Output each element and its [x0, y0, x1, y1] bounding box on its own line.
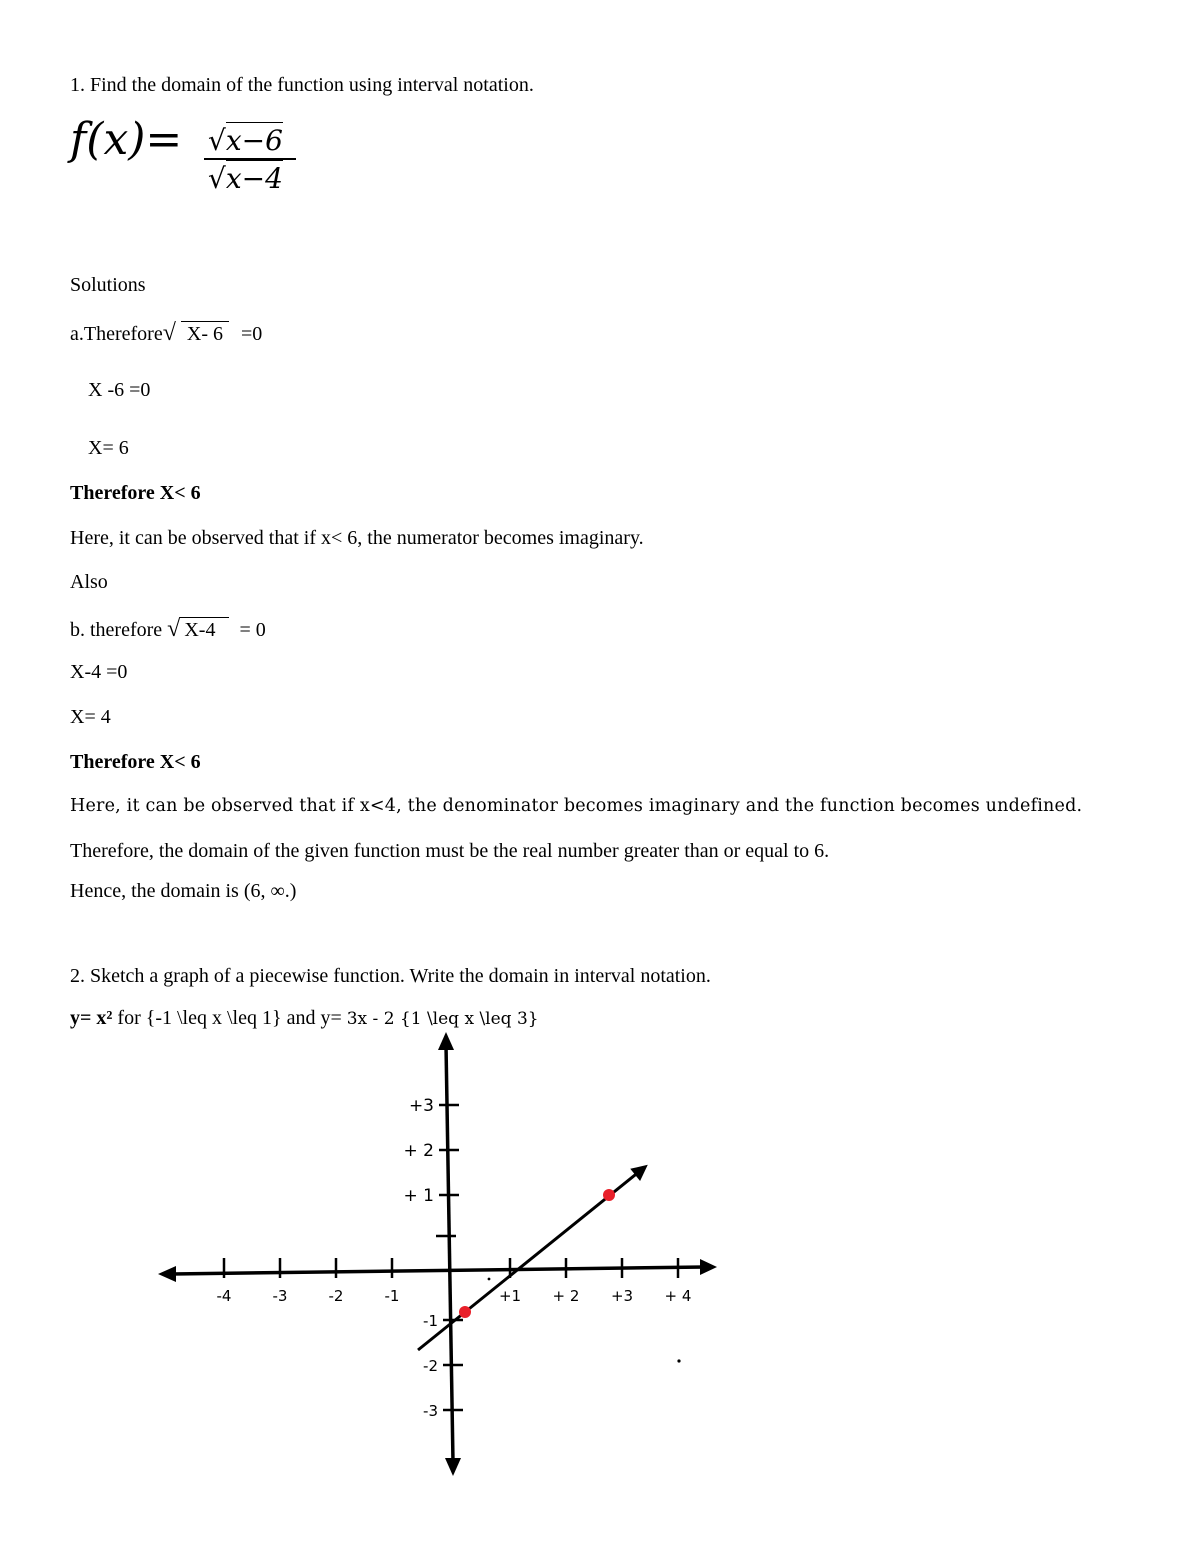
- stray-dot: [677, 1359, 680, 1362]
- y-tick-label: + 2: [403, 1141, 434, 1161]
- q2-title: 2. Sketch a graph of a piecewise function. Write the domain in interval notation.: [70, 965, 711, 987]
- step-a-eq1: X -6 =0: [88, 379, 151, 401]
- y-axis-arrow-up: [438, 1032, 454, 1050]
- y-axis-arrow-down: [445, 1458, 461, 1476]
- step-a-line: a.Therefore√ X- 6 =0: [70, 320, 263, 346]
- numerator: √x−6: [208, 124, 283, 157]
- tick-labels: [217, 1096, 692, 1420]
- x-tick-label: + 2: [552, 1287, 580, 1305]
- x-tick-label: +1: [498, 1287, 522, 1305]
- conclusion-text: Therefore, the domain of the given function must be the real number greater than or equal to 6.: [70, 840, 830, 862]
- y-tick-label: +3: [408, 1096, 434, 1116]
- solutions-heading: Solutions: [70, 274, 146, 296]
- also-text: Also: [70, 571, 108, 593]
- x-tick-label: -3: [272, 1287, 288, 1305]
- x-axis-arrow-right: [700, 1259, 717, 1275]
- marked-points: [459, 1189, 681, 1363]
- step-b-eq2: X= 4: [70, 706, 111, 728]
- step-b-therefore: Therefore X< 6: [70, 751, 201, 773]
- y-tick-label: + 1: [403, 1186, 434, 1206]
- y-tick-label: -1: [423, 1312, 438, 1330]
- step-b-eq1: X-4 =0: [70, 661, 128, 683]
- y-tick-label: -2: [423, 1357, 438, 1375]
- step-b-note: Here, it can be observed that if x<4, the denominator becomes imaginary and the function becomes undefined.: [70, 796, 1083, 816]
- q2-equation: y= x² for {-1 \leq x \leq 1} and y= 3x - 2 {1 \leq x \leq 3}: [70, 1007, 539, 1029]
- denominator: √x−4: [208, 162, 283, 195]
- x-axis: [172, 1267, 705, 1274]
- step-b-line: b. therefore √ X-4 = 0: [70, 616, 266, 642]
- x-tick-label: +3: [610, 1287, 634, 1305]
- y-axis: [446, 1045, 453, 1462]
- x-tick-label: -4: [216, 1287, 232, 1305]
- marked-point: [459, 1306, 471, 1318]
- domain-answer: Hence, the domain is (6, ∞.): [70, 880, 297, 902]
- x-tick-label: + 4: [664, 1287, 692, 1305]
- step-a-eq2: X= 6: [88, 437, 129, 459]
- x-tick-label: -2: [328, 1287, 344, 1305]
- function-label: f(x)=: [70, 114, 183, 165]
- step-a-note: Here, it can be observed that if x< 6, the numerator becomes imaginary.: [70, 527, 644, 549]
- x-tick-label: -1: [384, 1287, 400, 1305]
- stray-dot: [488, 1278, 491, 1281]
- y-tick-label: -3: [423, 1402, 438, 1420]
- x-axis-arrow-left: [158, 1266, 176, 1282]
- step-a-therefore: Therefore X< 6: [70, 482, 201, 504]
- q1-title: 1. Find the domain of the function using interval notation.: [70, 74, 534, 96]
- marked-point: [603, 1189, 615, 1201]
